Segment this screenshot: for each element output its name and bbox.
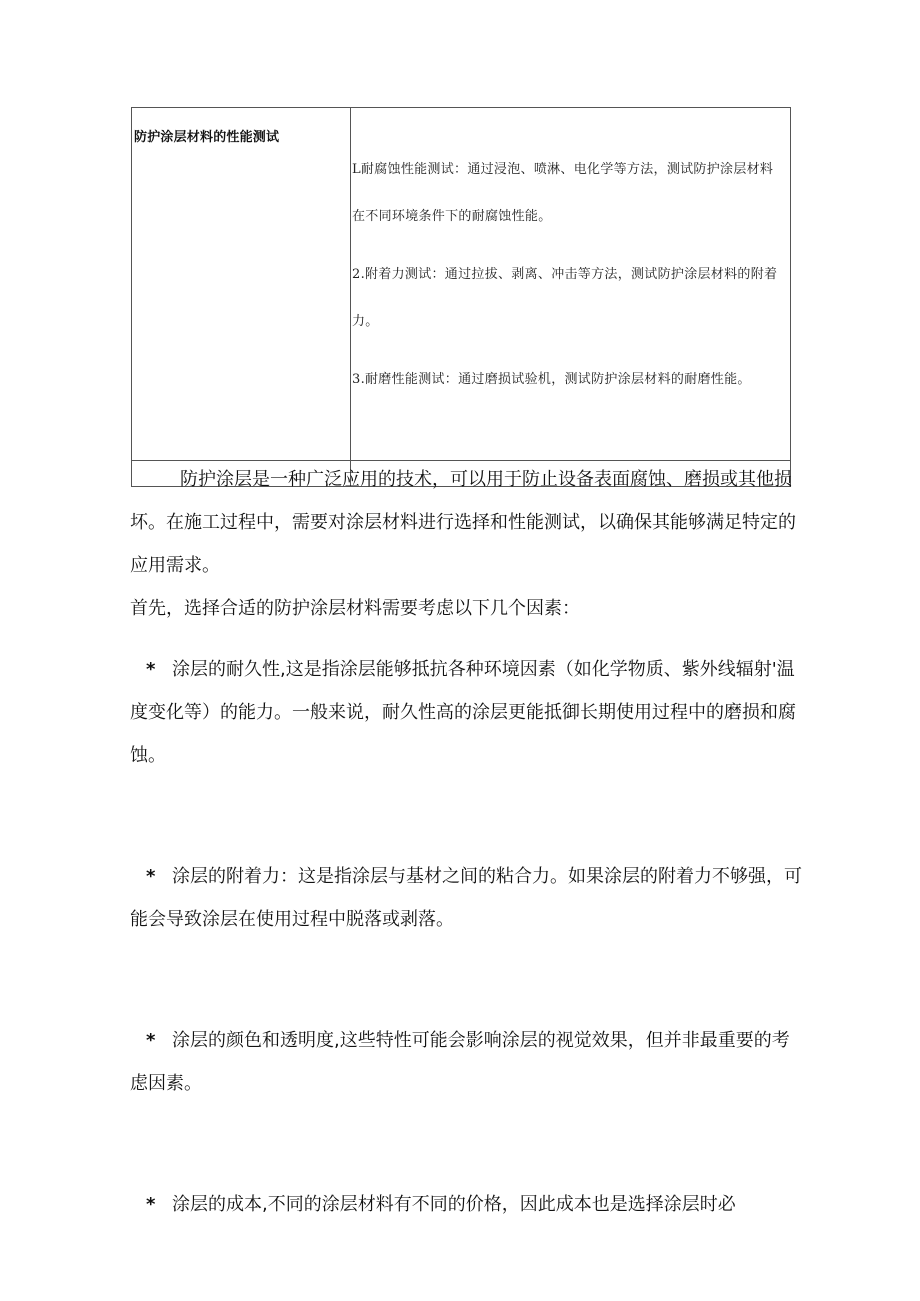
bullet-color-transparency — [130, 1019, 806, 1105]
table-row — [132, 108, 791, 461]
bullet-marker: * — [146, 1030, 156, 1051]
bullet-cost — [130, 1183, 806, 1226]
bullet-text: 涂层的耐久性,这是指涂层能够抵抗各种环境因素（如化学物质、紫外线辐射'温度变化等）的能力。一般来说，耐久性高的涂层更能抵御长期使用过程中的磨损和腐蚀。 — [130, 659, 796, 766]
bullet-text: 涂层的附着力：这是指涂层与基材之间的粘合力。如果涂层的附着力不够强，可能会导致涂层在使用过程中脱落或剥落。 — [130, 866, 802, 930]
bullet-marker: * — [146, 659, 156, 680]
test-item-adhesion: 2.附着力测试：通过拉拔、剥离、冲击等方法，测试防护涂层材料的附着力。 — [352, 267, 778, 329]
table-row-label: 防护涂层材料的性能测试 — [132, 108, 351, 461]
bullet-durability — [130, 648, 806, 777]
intro-paragraph: 防护涂层是一种广泛应用的技术，可以用于防止设备表面腐蚀、磨损或其他损坏。在施工过程中，需要对涂层材料进行选择和性能测试，以确保其能够满足特定的应用需求。 — [130, 469, 796, 576]
factors-heading: 首先，选择合适的防护涂层材料需要考虑以下几个因素： — [130, 598, 580, 619]
bullet-marker: * — [146, 1194, 156, 1215]
test-item-wear: 3.耐磨性能测试：通过磨损试验机，测试防护涂层材料的耐磨性能。 — [352, 372, 751, 387]
bullet-text: 涂层的成本,不同的涂层材料有不同的价格，因此成本也是选择涂层时必 — [172, 1194, 736, 1215]
test-methods-table — [131, 107, 791, 487]
bullet-text: 涂层的颜色和透明度,这些特性可能会影响涂层的视觉效果，但并非最重要的考虑因素。 — [130, 1030, 790, 1094]
body-text — [130, 458, 806, 1226]
test-item-corrosion: L耐腐蚀性能测试：通过浸泡、喷淋、电化学等方法，测试防护涂层材料在不同环境条件下的耐腐蚀性能。 — [352, 162, 774, 224]
bullet-adhesion — [130, 855, 806, 941]
bullet-marker: * — [146, 866, 156, 887]
table-cell-test-items — [351, 108, 791, 461]
